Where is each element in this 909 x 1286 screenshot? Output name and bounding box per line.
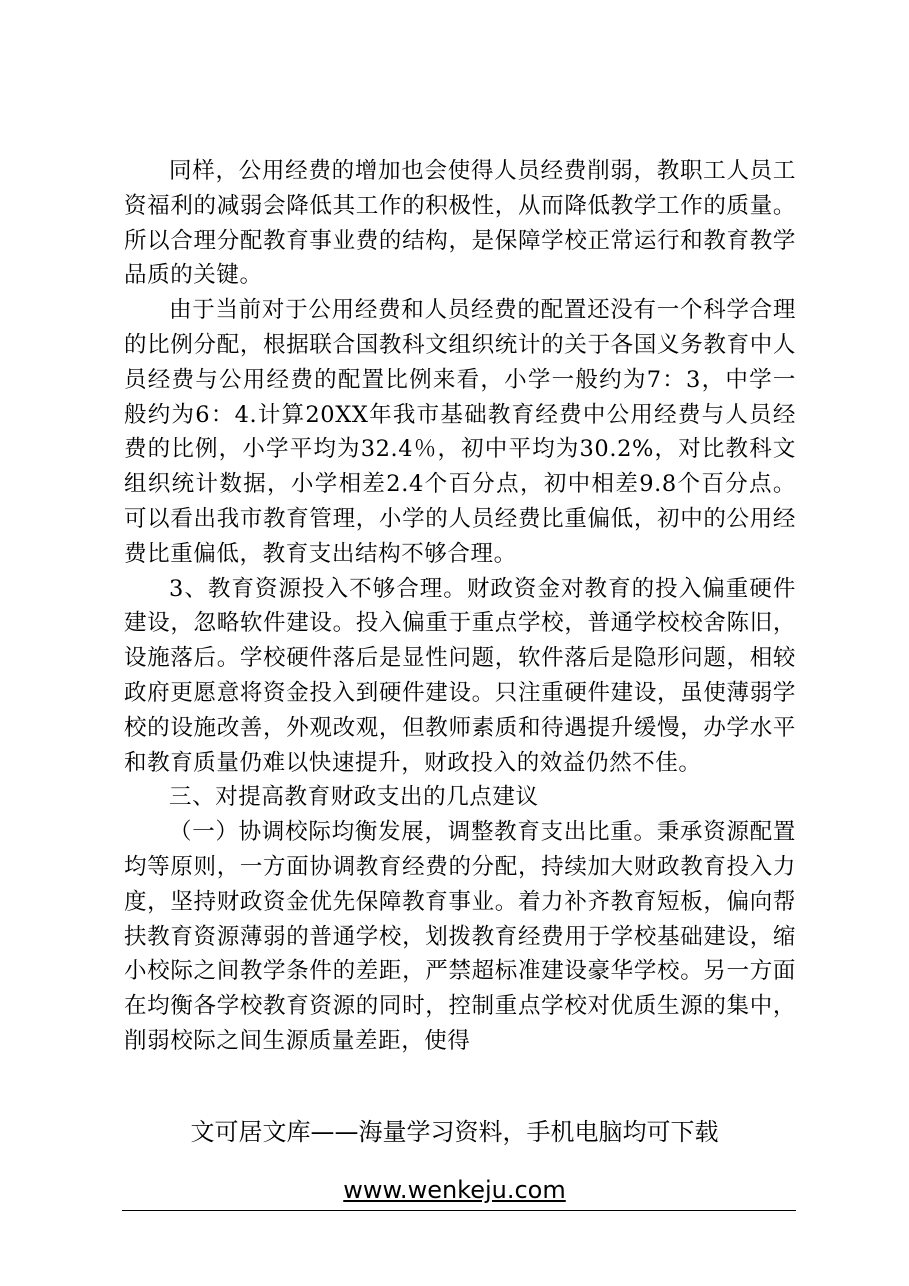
footer-url bbox=[0, 1174, 909, 1206]
paragraph-4: （一）协调校际均衡发展，调整教育支出比重。秉承资源配置均等原则，一方面协调教育经费的分配，持续加大财政教育投入力度，坚持财政资金优先保障教育事业。着力补齐教育短板，偏向帮扶教育资源薄弱的普通学校，划拨教育经费用于学校基础建设，缩小校际之间教学条件的差距，严禁超标准建设豪华学校。另一方面在均衡各学校教育资源的同时，控制重点学校对优质生源的集中，削弱校际之间生源质量差距，使得 bbox=[124, 819, 796, 1054]
document-body bbox=[124, 154, 796, 1059]
section-heading: 三、对提高教育财政支出的几点建议 bbox=[169, 784, 539, 811]
footer-slogan: 文可居文库——海量学习资料，手机电脑均可下载 bbox=[190, 1118, 719, 1146]
footer-divider bbox=[122, 1210, 796, 1211]
paragraph-3: 3、教育资源投入不够合理。财政资金对教育的投入偏重硬件建设，忽略软件建设。投入偏重于重点学校，普通学校校舍陈旧，设施落后。学校硬件落后是显性问题，软件落后是隐形问题，相较政府更愿意将资金投入到硬件建设。只注重硬件建设，虽使薄弱学校的设施改善，外观改观，但教师素质和待遇提升缓慢，办学水平和教育质量仍难以快速提升，财政投入的效益仍然不佳。 bbox=[124, 575, 796, 776]
paragraph-1: 同样，公用经费的增加也会使得人员经费削弱，教职工人员工资福利的减弱会降低其工作的积极性，从而降低教学工作的质量。所以合理分配教育事业费的结构，是保障学校正常运行和教育教学品质的关键。 bbox=[124, 158, 796, 289]
paragraph-2: 由于当前对于公用经费和人员经费的配置还没有一个科学合理的比例分配，根据联合国教科文组织统计的关于各国义务教育中人员经费与公用经费的配置比例来看，小学一般约为7：3，中学一般约为6：4.计算20XX年我市基础教育经费中公用经费与人员经费的比例，小学平均为32.4％，初中平均为30.2%，对比教科文组织统计数据，小学相差2.4个百分点，初中相差9.8个百分点。可以看出我市教育管理，小学的人员经费比重偏低，初中的公用经费比重偏低，教育支出结构不够合理。 bbox=[124, 297, 796, 567]
footer-url-link[interactable]: www.wenkeju.com bbox=[343, 1176, 566, 1204]
